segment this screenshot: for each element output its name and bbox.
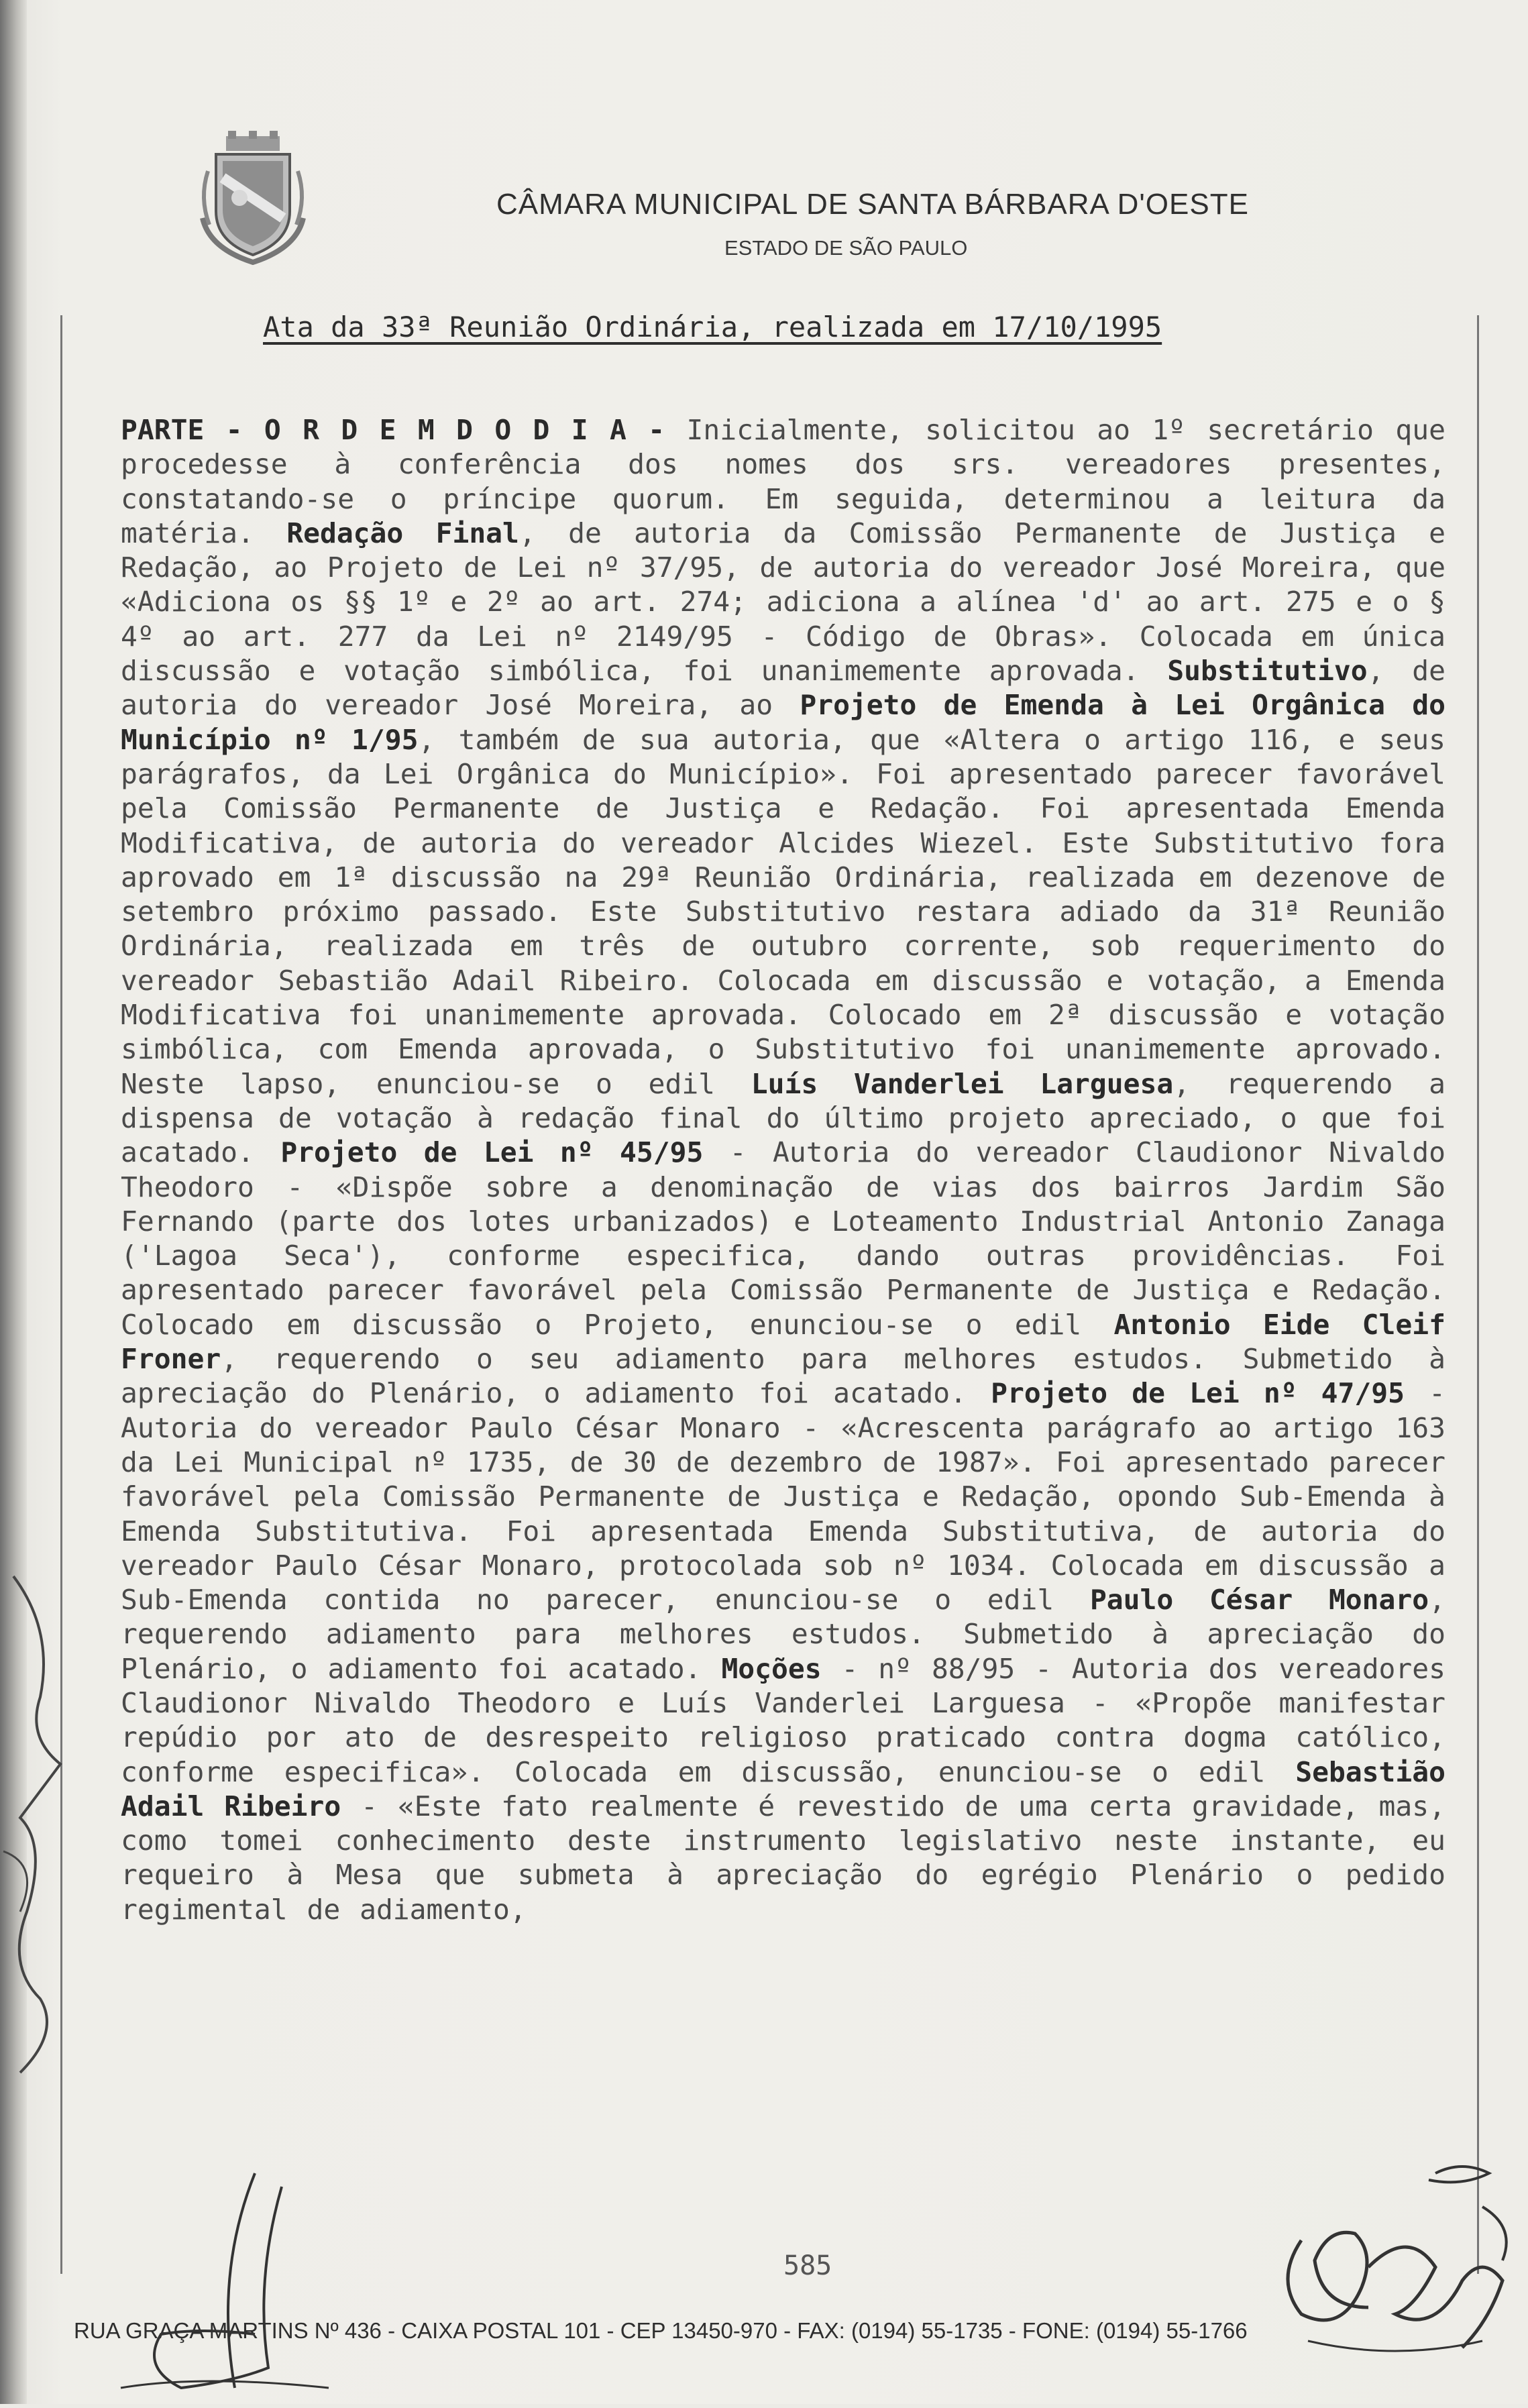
body-segment: , também de sua autoria, que «Altera o artigo 116, e seus parágrafos, da Lei Orgânica do Município». Foi apresentado parecer favorável pela Comissão Permanente de Justiça e Redação. Foi apresentada Emenda Modificativa, de autoria do vereador Alcides Wiezel. Este Substitutivo fora aprovado em 1ª discussão na 29ª Reunião Ordinária, realizada em dezenove de setembro próximo passado. Este Substitutivo restara adiado da 31ª Reunião Ordinária, realizada em três de outubro corrente, sob requerimento do vereador Sebastião Adail Ribeiro. Colocada em discussão e votação, a Emenda Modificativa foi unanimemente aprovada. Colocado em 2ª discussão e votação simbólica, com Emenda aprovada, o Substitutivo foi unanimemente aprovado. Neste lapso, enunciou-se o edil xyxy=(121,723,1445,1100)
margin-rule-right xyxy=(1477,315,1479,2274)
body-segment: , de autoria da Comissão Permanente de Justiça e Redação, ao Projeto de Lei nº 37/95, de autoria do vereador José Moreira, que «Adiciona os §§ 1º e 2º ao art. 274; adiciona a alínea 'd' ao art. 275 e o § 4º ao art. 277 da Lei nº 2149/95 - Código de Obras». Colocada em única discussão e votação simbólica, foi unanimemente aprovada. xyxy=(121,516,1446,688)
coat-of-arms-icon xyxy=(196,131,310,265)
body-segment: Inicialmente, solicitou ao 1º secretário que procedesse à conferência dos nomes dos srs. vereadores presentes, constatando-se o príncipe quorum. Em seguida, determinou a leitura da matéria. xyxy=(121,414,1446,549)
footer-address: RUA GRAÇA MARTINS Nº 436 - CAIXA POSTAL 101 - CEP 13450-970 - FAX: (0194) 55-1735 - FONE: (0194) 55-1766 xyxy=(74,2318,1248,2343)
body-segment: - Autoria do vereador Claudionor Nivaldo Theodoro - «Dispõe sobre a denominação de vias dos bairros Jardim São Fernando (parte dos lotes urbanizados) e Loteamento Industrial Antonio Zanaga ('Lagoa Seca'), conforme especifica, dando outras providências. Foi apresentado parecer favorável pela Comissão Permanente de Justiça e Redação. Colocado em discussão o Projeto, enunciou-se o edil xyxy=(121,1136,1445,1341)
body-segment: - Autoria do vereador Paulo César Monaro - «Acrescenta parágrafo ao artigo 163 da Lei Municipal nº 1735, de 30 de dezembro de 1987». Foi apresentado parecer favorável pela Comissão Permanente de Justiça e Redação, opondo Sub-Emenda à Emenda Substitutiva. Foi apresentada Emenda Substitutiva, de autoria do vereador Paulo César Monaro, protocolada sob nº 1034. Colocada em discussão a Sub-Emenda contida no parecer, enunciou-se o edil xyxy=(121,1377,1445,1617)
body-segment: , requerendo adiamento para melhores estudos. Submetido à apreciação do Plenário, o adiamento foi acatado. xyxy=(121,1584,1445,1685)
body-segment: , de autoria do vereador José Moreira, ao xyxy=(121,655,1446,722)
signature-left-margin xyxy=(0,1563,80,2099)
body-segment: - nº 88/95 - Autoria dos vereadores Claudionor Nivaldo Theodoro e Luís Vanderlei Larguesa - «Propõe manifestar repúdio por ato de desrespeito religioso praticado contra dogma católico, conforme especifica». Colocada em discussão, enunciou-se o edil xyxy=(121,1652,1446,1788)
bold-term: Antonio Eide Cleif Froner xyxy=(121,1308,1445,1376)
bold-term: Projeto de Lei nº 45/95 xyxy=(280,1136,704,1169)
bold-term: Moções xyxy=(721,1652,822,1685)
signature-bottom-right xyxy=(1261,2146,1528,2404)
bold-term: Substitutivo xyxy=(1167,655,1368,688)
body-segment: , requerendo o seu adiamento para melhores estudos. Submetido à apreciação do Plenário, o adiamento foi acatado. xyxy=(121,1343,1445,1410)
bold-term: PARTE - O R D E M D O D I A - xyxy=(121,414,687,446)
minutes-body xyxy=(121,413,1445,1927)
bold-term: Paulo César Monaro xyxy=(1089,1584,1429,1617)
body-segment: , requerendo a dispensa de votação à redação final do último projeto apreciado, o que foi acatado. xyxy=(121,1067,1445,1169)
page-number: 585 xyxy=(783,2250,832,2281)
minutes-title: Ata da 33ª Reunião Ordinária, realizada em 17/10/1995 xyxy=(263,311,1162,343)
signature-bottom-left xyxy=(101,2167,356,2408)
bold-term: Projeto de Lei nº 47/95 xyxy=(991,1377,1405,1410)
body-segment: - «Este fato realmente é revestido de uma certa gravidade, mas, como tomei conhecimento deste instrumento legislativo neste instante, eu requeiro à Mesa que submeta à apreciação do egrégio Plenário o pedido regimental de adiamento, xyxy=(121,1790,1445,1926)
bold-term: Redação Final xyxy=(286,516,519,549)
bold-term: Sebastião Adail Ribeiro xyxy=(121,1755,1445,1822)
institution-name: CÂMARA MUNICIPAL DE SANTA BÁRBARA D'OESTE xyxy=(496,188,1249,221)
bold-term: Luís Vanderlei Larguesa xyxy=(751,1067,1174,1100)
state-name: ESTADO DE SÃO PAULO xyxy=(724,236,968,260)
bold-term: Projeto de Emenda à Lei Orgânica do Município nº 1/95 xyxy=(121,689,1445,756)
